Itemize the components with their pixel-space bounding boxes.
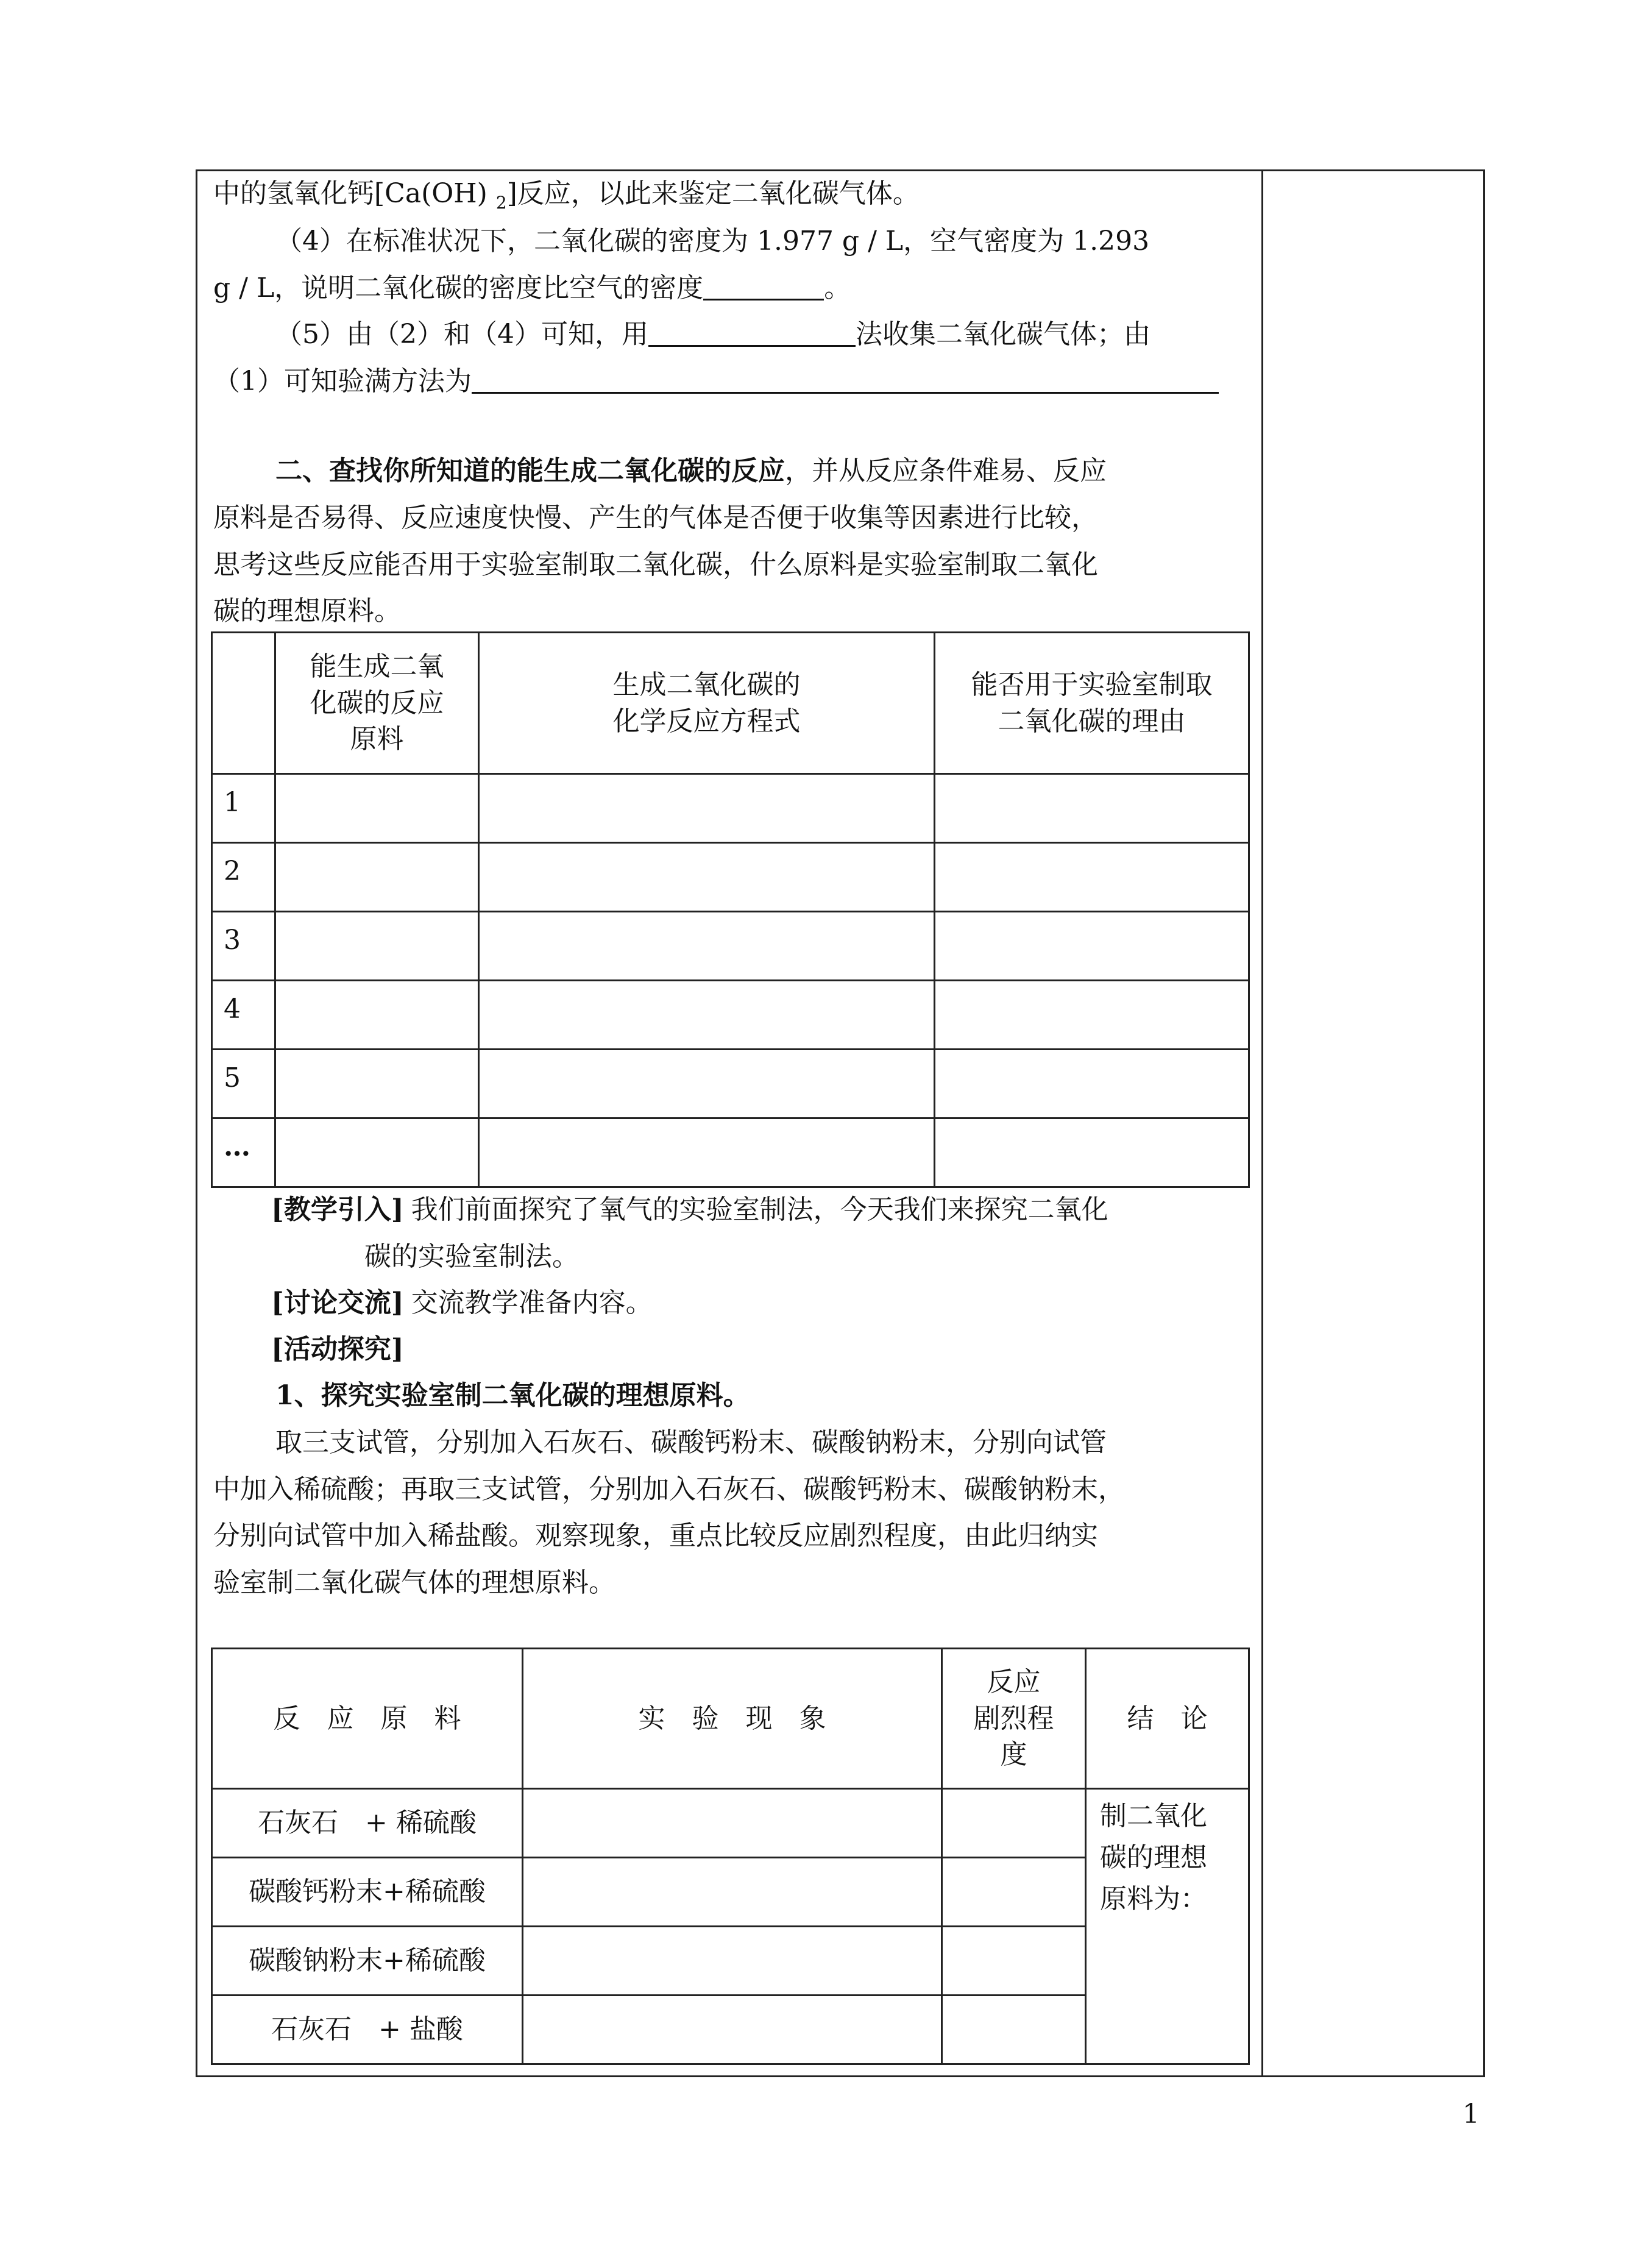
header-phenomenon: 实 验 现 象 (523, 1649, 942, 1789)
material-cell: 石灰石 + 稀硫酸 (212, 1789, 523, 1858)
input-cell[interactable] (942, 1789, 1086, 1858)
material-cell: 碳酸钠粉末+稀硫酸 (212, 1927, 523, 1996)
teaching-intro-line-2: 碳的实验室制法。 (364, 1241, 579, 1272)
input-cell[interactable] (275, 912, 479, 981)
table-row (212, 774, 1249, 843)
header-reason: 能否用于实验室制取 二氧化碳的理由 (935, 633, 1249, 774)
table-row (212, 912, 1249, 981)
table-row (212, 1050, 1249, 1118)
row-number: 3 (212, 912, 275, 981)
q5-method-blank[interactable] (648, 321, 856, 347)
input-cell[interactable] (275, 843, 479, 912)
section-2-text: ，并从反应条件难易、反应 (785, 455, 1107, 486)
teaching-intro-text: 我们前面探究了氧气的实验室制法，今天我们来探究二氧化 (411, 1194, 1108, 1225)
page-number: 1 (1462, 2099, 1480, 2130)
intro-text: 中的氢氧化钙[Ca(OH) (213, 178, 496, 209)
header-conclusion: 结 论 (1086, 1649, 1249, 1789)
q4-period: 。 (824, 272, 851, 304)
section-2-line-4: 碳的理想原料。 (213, 595, 401, 627)
table-row (212, 1789, 1249, 1858)
input-cell[interactable] (479, 981, 935, 1050)
input-cell[interactable] (479, 1118, 935, 1187)
right-column-divider (1261, 169, 1263, 2077)
experiment-table (211, 1648, 1250, 2065)
input-cell[interactable] (942, 1927, 1086, 1996)
discussion-text: 交流教学准备内容。 (411, 1287, 653, 1318)
input-cell[interactable] (942, 1858, 1086, 1927)
procedure-line-4: 验室制二氧化碳气体的理想原料。 (213, 1567, 615, 1598)
input-cell[interactable] (523, 1996, 942, 2064)
input-cell[interactable] (942, 1996, 1086, 2064)
input-cell[interactable] (935, 774, 1249, 843)
activity-label: [活动探究] (271, 1334, 404, 1365)
conclusion-cell[interactable]: 制二氧化 碳的理想 原料为： (1086, 1789, 1249, 2064)
input-cell[interactable] (935, 912, 1249, 981)
material-cell: 碳酸钙粉末+稀硫酸 (212, 1858, 523, 1927)
material-cell: 石灰石 + 盐酸 (212, 1996, 523, 2064)
q5-text-end: 法收集二氧化碳气体；由 (855, 319, 1150, 350)
discussion-label: [讨论交流] (271, 1287, 404, 1318)
section-2-heading: 二、查找你所知道的能生成二氧化碳的反应 (275, 455, 785, 486)
reaction-table (211, 631, 1250, 1188)
intro-line-1 (213, 180, 920, 212)
question-5-line-1 (275, 321, 1150, 348)
input-cell[interactable] (935, 1050, 1249, 1118)
procedure-line-2: 中加入稀硫酸；再取三支试管，分别加入石灰石、碳酸钙粉末、碳酸钠粉末， (213, 1474, 1125, 1505)
q4-answer-blank[interactable] (703, 274, 824, 300)
header-equation: 生成二氧化碳的 化学反应方程式 (479, 633, 935, 774)
table-row (212, 1118, 1249, 1187)
row-number: 1 (212, 774, 275, 843)
question-4-line-1: （4）在标准状况下，二氧化碳的密度为 1.977 g / L，空气密度为 1.293 (275, 226, 1150, 257)
input-cell[interactable] (275, 1118, 479, 1187)
intro-text-end: ]反应，以此来鉴定二氧化碳气体。 (506, 178, 920, 209)
row-number: 5 (212, 1050, 275, 1118)
input-cell[interactable] (523, 1789, 942, 1858)
q5-text-2: （1）可知验满方法为 (213, 366, 472, 397)
header-raw-materials: 能生成二氧 化碳的反应 原料 (275, 633, 479, 774)
input-cell[interactable] (523, 1858, 942, 1927)
table-row (212, 981, 1249, 1050)
table-row (212, 843, 1249, 912)
section-2-line-2: 原料是否易得、反应速度快慢、产生的气体是否便于收集等因素进行比较， (213, 502, 1098, 533)
procedure-line-3: 分别向试管中加入稀盐酸。观察现象，重点比较反应剧烈程度，由此归纳实 (213, 1520, 1098, 1551)
discussion-line (271, 1287, 653, 1318)
question-5-line-2 (213, 368, 1219, 395)
teaching-intro-label: [教学引入] (271, 1194, 404, 1225)
q5-text: （5）由（2）和（4）可知，用 (275, 319, 648, 350)
input-cell[interactable] (479, 1050, 935, 1118)
input-cell[interactable] (275, 981, 479, 1050)
section-2-line-3: 思考这些反应能否用于实验室制取二氧化碳，什么原料是实验室制取二氧化 (213, 549, 1098, 580)
header-materials: 反 应 原 料 (212, 1649, 523, 1789)
step-1-heading: 1、探究实验室制二氧化碳的理想原料。 (275, 1380, 750, 1411)
subscript: 2 (495, 192, 507, 213)
input-cell[interactable] (275, 774, 479, 843)
input-cell[interactable] (523, 1927, 942, 1996)
reaction-table-header (212, 633, 1249, 774)
row-number: 4 (212, 981, 275, 1050)
input-cell[interactable] (479, 912, 935, 981)
input-cell[interactable] (935, 1118, 1249, 1187)
input-cell[interactable] (275, 1050, 479, 1118)
header-intensity: 反应 剧烈程 度 (942, 1649, 1086, 1789)
teaching-intro-line-1 (271, 1196, 1108, 1223)
question-4-line-2 (213, 274, 851, 302)
q4-text: g / L，说明二氧化碳的密度比空气的密度 (213, 272, 704, 304)
input-cell[interactable] (479, 843, 935, 912)
input-cell[interactable] (935, 843, 1249, 912)
row-number: … (212, 1118, 275, 1187)
input-cell[interactable] (935, 981, 1249, 1050)
experiment-table-header (212, 1649, 1249, 1789)
section-2-line-1 (275, 455, 1107, 486)
procedure-line-1: 取三支试管，分别加入石灰石、碳酸钙粉末、碳酸钠粉末，分别向试管 (275, 1427, 1107, 1458)
input-cell[interactable] (479, 774, 935, 843)
row-number: 2 (212, 843, 275, 912)
q5-check-blank[interactable] (472, 368, 1219, 394)
header-blank-cell (212, 633, 275, 774)
